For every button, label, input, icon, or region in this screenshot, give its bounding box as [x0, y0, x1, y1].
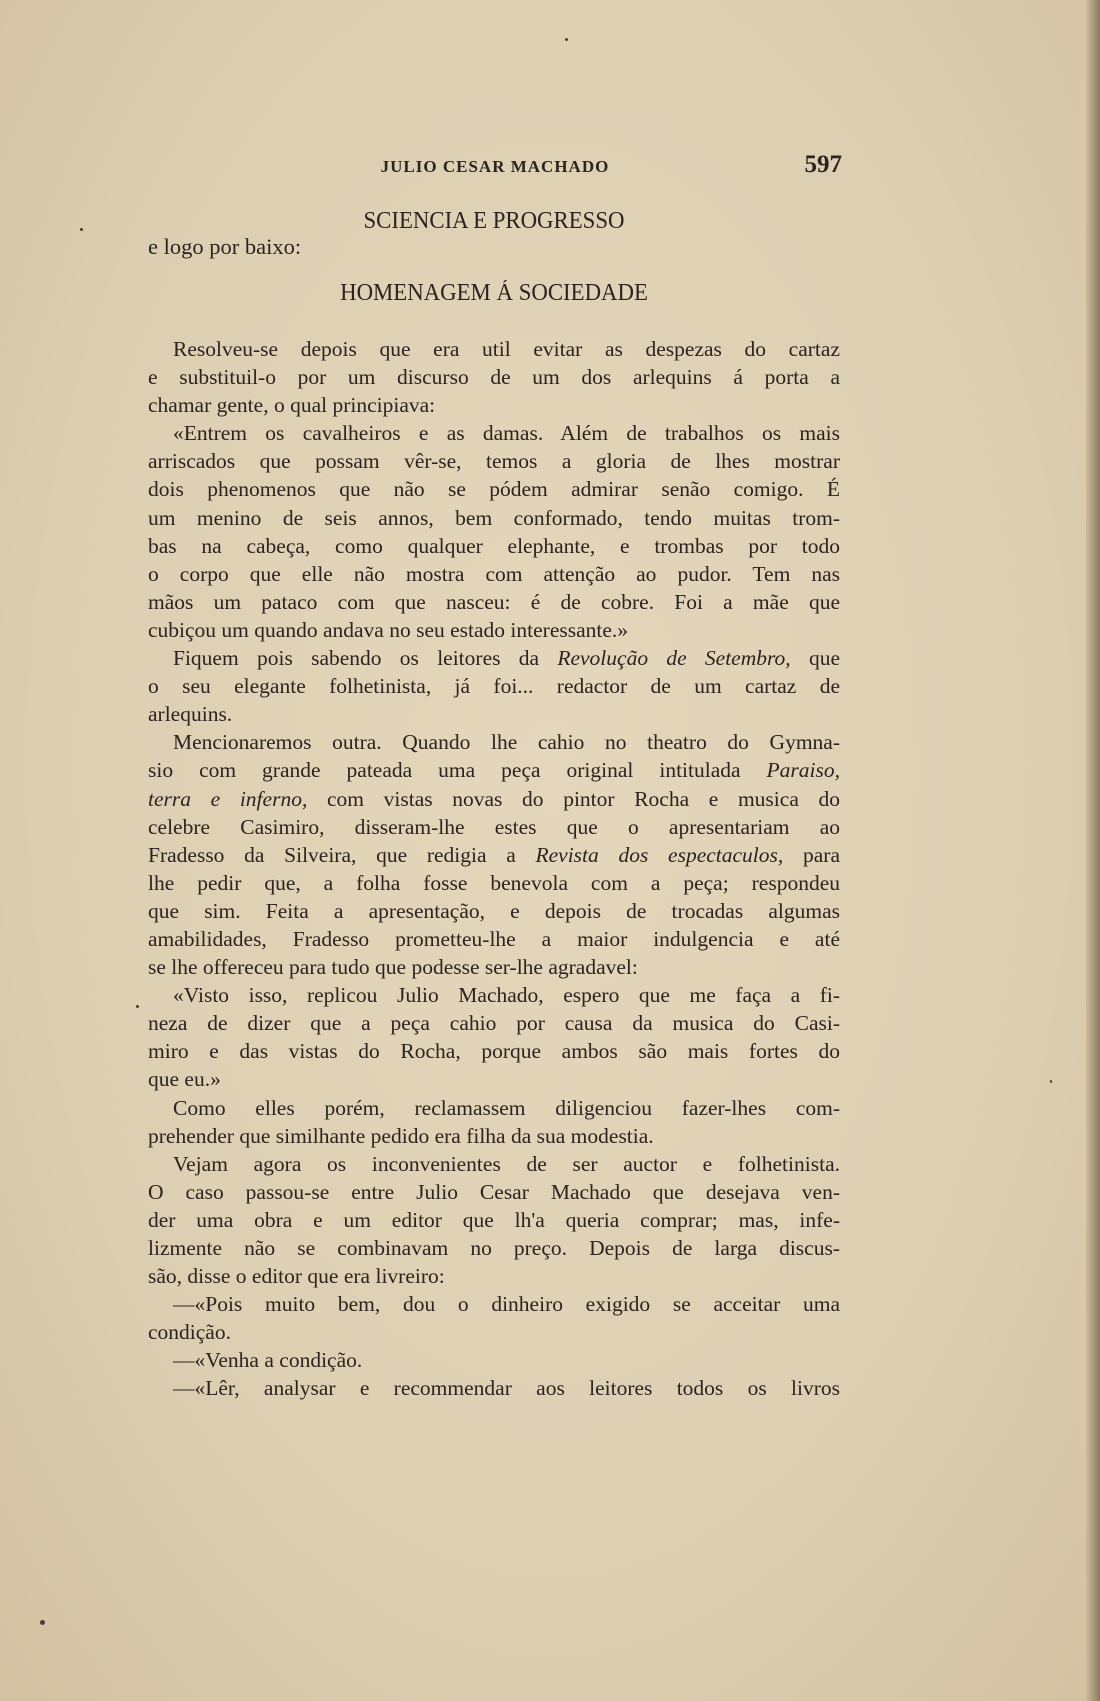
line-text: com vistas novas do pintor Rocha e musica do [307, 786, 841, 811]
text-line [148, 756, 840, 784]
paper-speck [80, 228, 83, 231]
body-text [148, 335, 840, 1403]
line-text: Resolveu-se depois que era util evitar as despezas do cartaz [173, 337, 840, 361]
line-text: amabilidades, Fradesso prometteu-lhe a maior indulgencia e até [148, 926, 840, 951]
paper-speck [565, 38, 568, 41]
text-line [148, 1346, 840, 1374]
text-line [148, 532, 840, 560]
line-text: lizmente não se combinavam no preço. Depois de larga discus- [148, 1236, 840, 1260]
heading-sciencia: SCIENCIA E PROGRESSO [363, 208, 625, 234]
text-line [148, 560, 840, 588]
line-text: Vejam agora os inconvenientes de ser auctor e folhetinista. [173, 1151, 840, 1176]
line-text: mãos um pataco com que nasceu: é de cobre. Foi a mãe que [148, 589, 840, 614]
line-text: que [790, 646, 841, 671]
page-edge-shadow [1086, 0, 1100, 1701]
text-line [148, 447, 840, 475]
line-text: chamar gente, o qual principiava: [148, 393, 436, 418]
text-line [148, 841, 840, 869]
line-text: o corpo que elle não mostra com attenção ao pudor. Tem nas [148, 561, 840, 586]
text-line [148, 1178, 840, 1206]
intro-line: e logo por baixo: [148, 234, 302, 259]
text-line [148, 1206, 840, 1234]
line-text: prehender que similhante pedido era filha da sua modestia. [148, 1123, 654, 1148]
line-text: lhe pedir que, a folha fosse benevola com a peça; respondeu [148, 870, 840, 895]
text-line [148, 1037, 840, 1065]
paper-speck [136, 1005, 139, 1008]
page-number: 597 [804, 151, 842, 178]
line-text: «Entrem os cavalheiros e as damas. Além de trabalhos os mais [173, 421, 840, 446]
paper-speck [40, 1620, 45, 1625]
line-text: —«Pois muito bem, dou o dinheiro exigido se acceitar uma [173, 1292, 840, 1317]
paper-speck [1050, 1080, 1052, 1083]
line-text: Como elles porém, reclamassem diligenciou fazer-lhes com- [173, 1095, 840, 1120]
line-text: miro e das vistas do Rocha, porque ambos são mais fortes do [148, 1039, 840, 1064]
text-line [148, 1234, 840, 1262]
text-line [148, 1065, 840, 1093]
text-line [148, 1318, 840, 1346]
line-text: se lhe offereceu para tudo que podesse ser-lhe agradavel: [148, 955, 638, 980]
text-line [148, 813, 840, 841]
line-text: cubiçou um quando andava no seu estado interessante.» [148, 617, 629, 642]
line-text: arlequins. [148, 702, 233, 727]
text-line [148, 869, 840, 897]
line-text: o seu elegante folhetinista, já foi... redactor de um cartaz de [148, 674, 840, 699]
text-line [148, 616, 840, 644]
text-line [148, 504, 840, 532]
italic-title: terra e inferno, [148, 786, 308, 811]
text-line [148, 672, 840, 700]
text-line [148, 644, 840, 672]
text-line [148, 1009, 840, 1037]
text-line [148, 1290, 840, 1318]
line-text: que eu.» [148, 1067, 221, 1092]
text-line [148, 700, 840, 728]
text-line [148, 925, 840, 953]
line-text: que sim. Feita a apresentação, e depois de trocadas algumas [148, 898, 840, 923]
italic-title: Paraiso, [766, 758, 840, 783]
text-line [148, 728, 840, 756]
line-text: dois phenomenos que não se pódem admirar senão comigo. É [148, 477, 840, 502]
text-line [148, 419, 840, 447]
heading-homenagem: HOMENAGEM Á SOCIEDADE [340, 280, 648, 306]
line-text: —«Venha a condição. [173, 1348, 363, 1373]
line-text: neza de dizer que a peça cahio por causa da musica do Casi- [148, 1011, 840, 1036]
line-text: condição. [148, 1320, 231, 1345]
line-text: sio com grande pateada uma peça original intitulada [148, 758, 767, 783]
text-line [148, 335, 840, 363]
italic-title: Revolução de Setembro, [557, 646, 791, 671]
line-text: Fiquem pois sabendo os leitores da [173, 646, 558, 671]
line-text: —«Lêr, analysar e recommendar aos leitores todos os livros [173, 1376, 840, 1401]
text-line [148, 953, 840, 981]
line-text: celebre Casimiro, disseram-lhe estes que o apresentariam ao [148, 814, 840, 839]
line-text: bas na cabeça, como qualquer elephante, e trombas por todo [148, 533, 840, 558]
text-line [148, 1122, 840, 1150]
text-line [148, 1374, 840, 1402]
text-line [148, 391, 840, 419]
line-text: para [783, 842, 840, 867]
line-text: são, disse o editor que era livreiro: [148, 1264, 445, 1289]
line-text: «Visto isso, replicou Julio Machado, espero que me faça a fi- [173, 983, 840, 1008]
italic-title: Revista dos espectaculos, [535, 842, 784, 867]
line-text: e substituil-o por um discurso de um dos arlequins á porta a [148, 365, 840, 390]
text-line [148, 981, 840, 1009]
text-line [148, 1262, 840, 1290]
line-text: O caso passou-se entre Julio Cesar Machado que desejava ven- [148, 1179, 840, 1204]
running-head [148, 151, 842, 181]
text-line [148, 1094, 840, 1122]
running-title: JULIO CESAR MACHADO [380, 157, 610, 176]
line-text: arriscados que possam vêr-se, temos a gloria de lhes mostrar [148, 449, 840, 474]
text-line [148, 363, 840, 391]
text-line [148, 785, 840, 813]
line-text: der uma obra e um editor que lh'a queria comprar; mas, infe- [148, 1207, 840, 1232]
text-line [148, 897, 840, 925]
line-text: Mencionaremos outra. Quando lhe cahio no theatro do Gymna- [173, 730, 840, 755]
text-line [148, 1150, 840, 1178]
line-text: Fradesso da Silveira, que redigia a [148, 842, 536, 867]
text-line [148, 475, 840, 503]
line-text: um menino de seis annos, bem conformado, tendo muitas trom- [148, 505, 840, 530]
text-line [148, 588, 840, 616]
